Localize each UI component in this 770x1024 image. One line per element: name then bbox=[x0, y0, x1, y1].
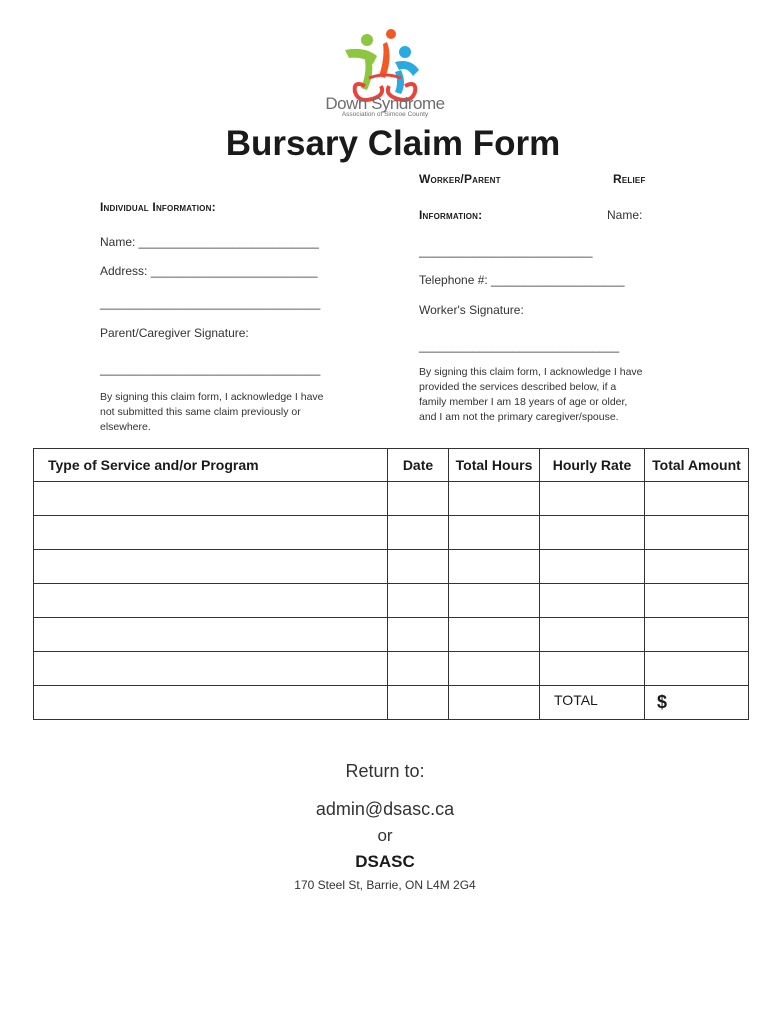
parent-signature-field[interactable]: _________________________________ bbox=[100, 362, 321, 376]
table-row bbox=[34, 516, 749, 550]
date-cell[interactable] bbox=[388, 550, 449, 584]
individual-acknowledgement: By signing this claim form, I acknowledge I have not submitted this same claim previously or elsewhere. bbox=[100, 391, 324, 433]
header-hourly-rate: Hourly Rate bbox=[540, 449, 645, 482]
hours-cell[interactable] bbox=[449, 618, 540, 652]
amount-cell[interactable] bbox=[645, 652, 749, 686]
table-total-row bbox=[34, 686, 749, 720]
worker-name-field[interactable]: __________________________ bbox=[419, 244, 593, 258]
date-cell[interactable] bbox=[388, 516, 449, 550]
individual-address-line2[interactable]: _________________________________ bbox=[100, 296, 321, 310]
worker-heading-part1: Worker/Parent bbox=[419, 172, 501, 186]
amount-cell[interactable] bbox=[645, 516, 749, 550]
total-label: TOTAL bbox=[540, 686, 645, 720]
worker-heading-part2: Relief bbox=[613, 172, 646, 186]
total-amount-field[interactable] bbox=[645, 686, 749, 720]
services-table bbox=[33, 448, 749, 720]
worker-heading-part3: Information: bbox=[419, 208, 483, 222]
amount-cell[interactable] bbox=[645, 584, 749, 618]
page-title: Bursary Claim Form bbox=[225, 124, 561, 163]
hours-cell[interactable] bbox=[449, 550, 540, 584]
return-address: 170 Steel St, Barrie, ON L4M 2G4 bbox=[294, 878, 476, 892]
service-cell[interactable] bbox=[34, 482, 388, 516]
table-row bbox=[34, 550, 749, 584]
rate-cell[interactable] bbox=[540, 652, 645, 686]
return-heading: Return to: bbox=[345, 761, 425, 781]
table-row bbox=[34, 652, 749, 686]
service-cell[interactable] bbox=[34, 652, 388, 686]
rate-cell[interactable] bbox=[540, 516, 645, 550]
logo-subtitle: Association of Simcoe County bbox=[341, 111, 429, 118]
rate-cell[interactable] bbox=[540, 550, 645, 584]
service-cell[interactable] bbox=[34, 618, 388, 652]
amount-cell[interactable] bbox=[645, 482, 749, 516]
header-date: Date bbox=[388, 449, 449, 482]
logo-name: Down Syndrome bbox=[325, 94, 445, 113]
rate-cell[interactable] bbox=[540, 482, 645, 516]
individual-address-field[interactable]: Address: _________________________ bbox=[100, 264, 318, 278]
return-or: or bbox=[377, 826, 393, 845]
table-row bbox=[34, 482, 749, 516]
hours-cell[interactable] bbox=[449, 584, 540, 618]
hours-cell[interactable] bbox=[449, 652, 540, 686]
rate-cell[interactable] bbox=[540, 584, 645, 618]
header-service: Type of Service and/or Program bbox=[34, 449, 388, 482]
date-cell[interactable] bbox=[388, 482, 449, 516]
hours-cell[interactable] bbox=[449, 516, 540, 550]
return-org: DSASC bbox=[355, 852, 415, 871]
date-cell[interactable] bbox=[388, 584, 449, 618]
service-cell[interactable] bbox=[34, 516, 388, 550]
table-row bbox=[34, 618, 749, 652]
currency-symbol: $ bbox=[657, 692, 668, 712]
individual-name-field[interactable]: Name: ___________________________ bbox=[100, 235, 319, 249]
date-cell[interactable] bbox=[388, 618, 449, 652]
date-cell[interactable] bbox=[388, 686, 449, 720]
hours-cell[interactable] bbox=[449, 482, 540, 516]
table-header-row bbox=[34, 449, 749, 482]
worker-name-label: Name: bbox=[607, 208, 643, 222]
rate-cell[interactable] bbox=[540, 618, 645, 652]
worker-signature-label: Worker's Signature: bbox=[419, 303, 524, 317]
date-cell[interactable] bbox=[388, 652, 449, 686]
service-cell[interactable] bbox=[34, 686, 388, 720]
service-cell[interactable] bbox=[34, 584, 388, 618]
amount-cell[interactable] bbox=[645, 618, 749, 652]
worker-acknowledgement: By signing this claim form, I acknowledge I have provided the services described below, if a family member I am 18 years of age or older, and I am not the primary caregiver/spouse. bbox=[419, 366, 643, 423]
return-email-link[interactable]: admin@dsasc.ca bbox=[315, 799, 455, 819]
parent-signature-label: Parent/Caregiver Signature: bbox=[100, 326, 249, 340]
service-cell[interactable] bbox=[34, 550, 388, 584]
individual-heading: Individual Information: bbox=[100, 200, 216, 214]
header-total-amount: Total Amount bbox=[645, 449, 749, 482]
worker-signature-field[interactable]: ______________________________ bbox=[419, 339, 620, 353]
header-total-hours: Total Hours bbox=[449, 449, 540, 482]
amount-cell[interactable] bbox=[645, 550, 749, 584]
worker-telephone-field[interactable]: Telephone #: ____________________ bbox=[419, 273, 625, 287]
table-row bbox=[34, 584, 749, 618]
hours-cell[interactable] bbox=[449, 686, 540, 720]
